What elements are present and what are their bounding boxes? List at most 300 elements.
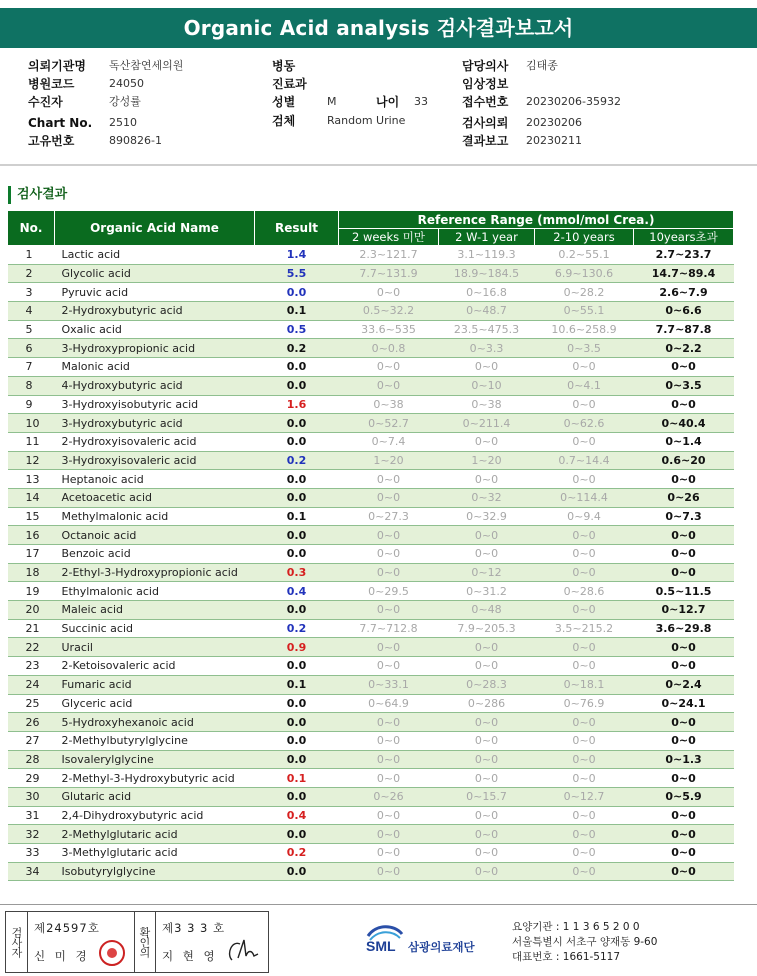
row-acid-name: 5-Hydroxyhexanoic acid	[55, 713, 255, 732]
row-acid-name: Oxalic acid	[55, 320, 255, 339]
care-institution: 요양기관 : 1 1 3 6 5 2 0 0	[512, 921, 640, 933]
row-no: 3	[8, 283, 55, 302]
patient-label: 수진자	[28, 95, 63, 109]
row-acid-name: 2-Hydroxyisovaleric acid	[55, 432, 255, 451]
sex-value: M	[327, 95, 337, 108]
row-no: 8	[8, 376, 55, 395]
row-no: 16	[8, 526, 55, 545]
row-ref-2-10years: 0~55.1	[535, 302, 634, 321]
row-ref-10years: 2.7~23.7	[634, 246, 734, 265]
footer-divider	[0, 904, 757, 905]
row-ref-2weeks: 0~52.7	[339, 414, 439, 433]
row-no: 20	[8, 601, 55, 620]
table-row	[8, 844, 734, 863]
row-acid-name: 2-Methyl-3-Hydroxybutyric acid	[55, 769, 255, 788]
row-ref-2weeks: 7.7~131.9	[339, 264, 439, 283]
patient-value: 강성률	[109, 95, 141, 108]
row-acid-name: 2-Methylbutyrylglycine	[55, 731, 255, 750]
row-no: 22	[8, 638, 55, 657]
row-no: 29	[8, 769, 55, 788]
row-ref-2-10years: 0~28.6	[535, 582, 634, 601]
row-ref-2-10years: 0~0	[535, 713, 634, 732]
row-ref-2weeks: 1~20	[339, 451, 439, 470]
clinical-label: 임상정보	[462, 77, 509, 91]
table-row	[8, 488, 734, 507]
table-row	[8, 731, 734, 750]
row-ref-2-10years: 0~0	[535, 862, 634, 881]
table-row	[8, 769, 734, 788]
row-ref-2weeks: 7.7~712.8	[339, 619, 439, 638]
row-no: 32	[8, 825, 55, 844]
row-result: 0.4	[255, 582, 339, 601]
address: 서울특별시 서초구 양재동 9-60	[512, 936, 658, 948]
row-ref-2-10years: 0~4.1	[535, 376, 634, 395]
examiner-license: 제24597호	[34, 921, 100, 935]
row-ref-2w-1year: 0~10	[439, 376, 535, 395]
row-result: 0.0	[255, 694, 339, 713]
patient-info	[0, 57, 757, 147]
row-ref-2-10years: 0~0	[535, 526, 634, 545]
table-row	[8, 862, 734, 881]
row-ref-2w-1year: 0~0	[439, 825, 535, 844]
row-ref-2w-1year: 0~0	[439, 731, 535, 750]
row-result: 0.0	[255, 376, 339, 395]
row-acid-name: 2,4-Dihydroxybutyric acid	[55, 806, 255, 825]
sml-logo-text: SML	[366, 938, 396, 954]
row-no: 2	[8, 264, 55, 283]
table-row	[8, 376, 734, 395]
row-ref-2w-1year: 0~28.3	[439, 675, 535, 694]
row-no: 19	[8, 582, 55, 601]
table-row	[8, 582, 734, 601]
row-acid-name: 2-Hydroxybutyric acid	[55, 302, 255, 321]
col-header-no: No.	[8, 211, 55, 246]
row-acid-name: Benzoic acid	[55, 545, 255, 564]
row-result: 0.2	[255, 451, 339, 470]
row-ref-2w-1year: 0~0	[439, 358, 535, 377]
table-row	[8, 806, 734, 825]
row-ref-2weeks: 0~0	[339, 358, 439, 377]
row-result: 0.0	[255, 657, 339, 676]
row-ref-2weeks: 0~0	[339, 545, 439, 564]
row-ref-2weeks: 0~0	[339, 470, 439, 489]
ward-label: 병동	[272, 59, 296, 73]
col-header-name: Organic Acid Name	[55, 211, 255, 246]
row-ref-2-10years: 0~0	[535, 432, 634, 451]
row-acid-name: 4-Hydroxybutyric acid	[55, 376, 255, 395]
specimen-label: 검체	[272, 114, 296, 128]
row-result: 0.5	[255, 320, 339, 339]
report-title: Organic Acid analysis 검사결과보고서	[0, 8, 757, 48]
row-ref-10years: 7.7~87.8	[634, 320, 734, 339]
row-no: 27	[8, 731, 55, 750]
row-ref-10years: 0~5.9	[634, 787, 734, 806]
signature-icon	[222, 934, 262, 966]
row-ref-2w-1year: 0~0	[439, 862, 535, 881]
row-result: 0.2	[255, 844, 339, 863]
table-row	[8, 264, 734, 283]
table-row	[8, 713, 734, 732]
row-no: 25	[8, 694, 55, 713]
row-ref-2w-1year: 3.1~119.3	[439, 246, 535, 265]
row-no: 15	[8, 507, 55, 526]
row-result: 0.3	[255, 563, 339, 582]
row-ref-10years: 0~0	[634, 657, 734, 676]
table-row	[8, 619, 734, 638]
row-ref-2-10years: 0~0	[535, 358, 634, 377]
row-no: 33	[8, 844, 55, 863]
row-ref-2w-1year: 23.5~475.3	[439, 320, 535, 339]
table-row	[8, 470, 734, 489]
row-ref-10years: 0~0	[634, 806, 734, 825]
row-ref-2w-1year: 0~0	[439, 806, 535, 825]
row-ref-2weeks: 0~0	[339, 750, 439, 769]
row-ref-2w-1year: 0~211.4	[439, 414, 535, 433]
results-table	[7, 210, 734, 881]
row-result: 0.0	[255, 526, 339, 545]
examiner-label: 검사자	[6, 912, 28, 972]
row-ref-10years: 0~2.2	[634, 339, 734, 358]
institution-label: 의뢰기관명	[28, 59, 86, 73]
row-result: 0.0	[255, 545, 339, 564]
col-header-2weeks: 2 weeks 미만	[339, 229, 439, 246]
col-header-reference: Reference Range (mmol/mol Crea.)	[339, 211, 734, 229]
row-result: 1.4	[255, 246, 339, 265]
confirmer-license: 제3 3 3 호	[162, 921, 226, 935]
sml-logo	[364, 920, 494, 960]
row-ref-2weeks: 0~27.3	[339, 507, 439, 526]
institution-value: 독산참연세의원	[109, 59, 184, 72]
row-ref-2weeks: 0~0	[339, 376, 439, 395]
divider	[0, 164, 757, 166]
row-acid-name: 3-Methylglutaric acid	[55, 844, 255, 863]
table-row	[8, 657, 734, 676]
row-result: 0.0	[255, 601, 339, 620]
row-acid-name: Acetoacetic acid	[55, 488, 255, 507]
row-ref-2w-1year: 18.9~184.5	[439, 264, 535, 283]
row-ref-2w-1year: 0~48.7	[439, 302, 535, 321]
report-label: 결과보고	[462, 134, 509, 148]
table-row	[8, 825, 734, 844]
row-ref-2-10years: 0~18.1	[535, 675, 634, 694]
row-ref-2weeks: 0~0	[339, 731, 439, 750]
row-no: 26	[8, 713, 55, 732]
org-name: 삼광의료재단	[408, 940, 475, 954]
row-ref-2-10years: 0~9.4	[535, 507, 634, 526]
row-ref-2w-1year: 0~0	[439, 769, 535, 788]
row-ref-10years: 0~0	[634, 638, 734, 657]
row-acid-name: Heptanoic acid	[55, 470, 255, 489]
row-ref-2-10years: 0.7~14.4	[535, 451, 634, 470]
row-ref-2w-1year: 0~38	[439, 395, 535, 414]
row-acid-name: Ethylmalonic acid	[55, 582, 255, 601]
row-ref-2-10years: 0~0	[535, 844, 634, 863]
row-ref-2w-1year: 0~0	[439, 713, 535, 732]
request-label: 검사의뢰	[462, 116, 509, 130]
row-ref-2-10years: 0~0	[535, 806, 634, 825]
row-ref-10years: 0~3.5	[634, 376, 734, 395]
row-ref-2w-1year: 0~0	[439, 657, 535, 676]
row-ref-2-10years: 0~0	[535, 601, 634, 620]
row-result: 0.0	[255, 750, 339, 769]
row-result: 0.9	[255, 638, 339, 657]
row-ref-2-10years: 0~76.9	[535, 694, 634, 713]
signature-box	[5, 911, 269, 973]
phone: 대표번호 : 1661-5117	[512, 951, 621, 963]
row-ref-10years: 0~0	[634, 731, 734, 750]
table-row	[8, 694, 734, 713]
row-ref-2weeks: 0~0	[339, 657, 439, 676]
row-result: 0.0	[255, 787, 339, 806]
row-ref-2weeks: 0~0	[339, 638, 439, 657]
org-address	[512, 920, 657, 965]
row-ref-2w-1year: 0~0	[439, 470, 535, 489]
row-result: 0.0	[255, 713, 339, 732]
row-ref-10years: 0.6~20	[634, 451, 734, 470]
row-ref-10years: 0~0	[634, 713, 734, 732]
row-ref-2w-1year: 0~31.2	[439, 582, 535, 601]
table-row	[8, 339, 734, 358]
row-ref-10years: 0~0	[634, 470, 734, 489]
row-ref-2w-1year: 0~0	[439, 432, 535, 451]
row-ref-2weeks: 0~0	[339, 806, 439, 825]
row-acid-name: Octanoic acid	[55, 526, 255, 545]
receipt-value: 20230206-35932	[526, 95, 621, 108]
table-row	[8, 302, 734, 321]
table-row	[8, 507, 734, 526]
row-ref-10years: 14.7~89.4	[634, 264, 734, 283]
col-header-result: Result	[255, 211, 339, 246]
row-ref-10years: 0~2.4	[634, 675, 734, 694]
row-ref-2-10years: 0~28.2	[535, 283, 634, 302]
row-ref-10years: 0~12.7	[634, 601, 734, 620]
row-ref-10years: 0~0	[634, 395, 734, 414]
row-ref-2weeks: 2.3~121.7	[339, 246, 439, 265]
row-ref-10years: 0~26	[634, 488, 734, 507]
row-ref-10years: 0~40.4	[634, 414, 734, 433]
row-acid-name: 3-Hydroxyisovaleric acid	[55, 451, 255, 470]
col-header-10years: 10years초과	[634, 229, 734, 246]
row-acid-name: Isobutyrylglycine	[55, 862, 255, 881]
row-acid-name: 2-Methylglutaric acid	[55, 825, 255, 844]
row-ref-2w-1year: 7.9~205.3	[439, 619, 535, 638]
row-ref-2w-1year: 0~32.9	[439, 507, 535, 526]
row-ref-2weeks: 0~0	[339, 563, 439, 582]
row-ref-2weeks: 0~29.5	[339, 582, 439, 601]
row-ref-10years: 0~7.3	[634, 507, 734, 526]
row-no: 10	[8, 414, 55, 433]
row-ref-2-10years: 0~0	[535, 545, 634, 564]
hospital-code-label: 병원코드	[28, 77, 75, 91]
unique-id-label: 고유번호	[28, 134, 75, 148]
row-result: 0.1	[255, 675, 339, 694]
row-result: 0.1	[255, 507, 339, 526]
row-result: 0.0	[255, 731, 339, 750]
row-ref-10years: 3.6~29.8	[634, 619, 734, 638]
row-ref-10years: 0~0	[634, 862, 734, 881]
table-row	[8, 601, 734, 620]
row-ref-10years: 0~0	[634, 769, 734, 788]
row-ref-10years: 0~0	[634, 545, 734, 564]
dept-label: 진료과	[272, 77, 307, 91]
row-acid-name: 3-Hydroxypropionic acid	[55, 339, 255, 358]
row-acid-name: 3-Hydroxybutyric acid	[55, 414, 255, 433]
row-ref-2-10years: 0~0	[535, 731, 634, 750]
row-ref-10years: 0~1.4	[634, 432, 734, 451]
row-ref-2-10years: 0~12.7	[535, 787, 634, 806]
row-ref-10years: 0~0	[634, 358, 734, 377]
row-acid-name: Glyceric acid	[55, 694, 255, 713]
row-ref-2w-1year: 0~286	[439, 694, 535, 713]
row-no: 4	[8, 302, 55, 321]
row-no: 21	[8, 619, 55, 638]
row-no: 1	[8, 246, 55, 265]
row-no: 14	[8, 488, 55, 507]
row-no: 7	[8, 358, 55, 377]
table-row	[8, 414, 734, 433]
chart-label: Chart No.	[28, 116, 93, 130]
table-row	[8, 526, 734, 545]
col-header-2-10years: 2-10 years	[535, 229, 634, 246]
chart-value: 2510	[109, 116, 137, 129]
row-ref-2w-1year: 0~15.7	[439, 787, 535, 806]
row-ref-2-10years: 0~0	[535, 638, 634, 657]
row-ref-2-10years: 0~0	[535, 470, 634, 489]
row-acid-name: Isovalerylglycine	[55, 750, 255, 769]
row-ref-2w-1year: 0~0	[439, 750, 535, 769]
unique-id-value: 890826-1	[109, 134, 162, 147]
row-acid-name: Succinic acid	[55, 619, 255, 638]
table-row	[8, 638, 734, 657]
row-no: 11	[8, 432, 55, 451]
row-result: 0.0	[255, 358, 339, 377]
row-ref-2weeks: 0~0	[339, 825, 439, 844]
row-acid-name: Uracil	[55, 638, 255, 657]
seal-stamp-icon	[99, 940, 125, 966]
row-no: 9	[8, 395, 55, 414]
row-no: 23	[8, 657, 55, 676]
table-row	[8, 451, 734, 470]
row-acid-name: Malonic acid	[55, 358, 255, 377]
row-result: 0.0	[255, 825, 339, 844]
table-row	[8, 358, 734, 377]
row-no: 12	[8, 451, 55, 470]
row-ref-2-10years: 0~0	[535, 657, 634, 676]
row-acid-name: Methylmalonic acid	[55, 507, 255, 526]
row-no: 5	[8, 320, 55, 339]
row-ref-2-10years: 0~3.5	[535, 339, 634, 358]
row-ref-2weeks: 0~26	[339, 787, 439, 806]
receipt-label: 접수번호	[462, 95, 509, 109]
table-row	[8, 750, 734, 769]
row-no: 17	[8, 545, 55, 564]
doctor-value: 김태종	[526, 59, 558, 72]
section-title: 검사결과	[8, 186, 67, 204]
row-result: 0.0	[255, 488, 339, 507]
row-ref-2weeks: 0~7.4	[339, 432, 439, 451]
row-ref-2w-1year: 0~3.3	[439, 339, 535, 358]
row-acid-name: Lactic acid	[55, 246, 255, 265]
col-header-2w-1year: 2 W-1 year	[439, 229, 535, 246]
row-ref-2-10years: 0~62.6	[535, 414, 634, 433]
row-ref-2weeks: 0~0	[339, 844, 439, 863]
row-ref-2weeks: 0~33.1	[339, 675, 439, 694]
row-acid-name: 2-Ketoisovaleric acid	[55, 657, 255, 676]
row-result: 0.0	[255, 432, 339, 451]
row-no: 18	[8, 563, 55, 582]
row-result: 0.0	[255, 283, 339, 302]
age-value: 33	[414, 95, 428, 108]
row-ref-2-10years: 6.9~130.6	[535, 264, 634, 283]
request-value: 20230206	[526, 116, 582, 129]
table-row	[8, 283, 734, 302]
row-result: 0.0	[255, 470, 339, 489]
doctor-label: 담당의사	[462, 59, 509, 73]
table-row	[8, 320, 734, 339]
row-ref-2weeks: 0~0.8	[339, 339, 439, 358]
row-result: 0.2	[255, 619, 339, 638]
row-acid-name: Glycolic acid	[55, 264, 255, 283]
row-ref-10years: 2.6~7.9	[634, 283, 734, 302]
row-ref-2-10years: 0~0	[535, 750, 634, 769]
row-ref-10years: 0~0	[634, 526, 734, 545]
row-result: 0.2	[255, 339, 339, 358]
table-row	[8, 545, 734, 564]
row-ref-2weeks: 0~0	[339, 601, 439, 620]
row-ref-10years: 0~24.1	[634, 694, 734, 713]
row-ref-2w-1year: 0~32	[439, 488, 535, 507]
row-result: 0.1	[255, 769, 339, 788]
row-ref-2-10years: 0~0	[535, 395, 634, 414]
table-row	[8, 246, 734, 265]
row-acid-name: Fumaric acid	[55, 675, 255, 694]
table-row	[8, 395, 734, 414]
row-ref-10years: 0~1.3	[634, 750, 734, 769]
examiner-name: 신 미 경	[34, 949, 90, 963]
row-no: 13	[8, 470, 55, 489]
row-ref-2-10years: 3.5~215.2	[535, 619, 634, 638]
row-no: 34	[8, 862, 55, 881]
row-no: 31	[8, 806, 55, 825]
row-ref-10years: 0~6.6	[634, 302, 734, 321]
row-acid-name: 3-Hydroxyisobutyric acid	[55, 395, 255, 414]
table-row	[8, 675, 734, 694]
row-acid-name: Pyruvic acid	[55, 283, 255, 302]
row-ref-10years: 0~0	[634, 825, 734, 844]
row-acid-name: Maleic acid	[55, 601, 255, 620]
row-ref-2weeks: 0.5~32.2	[339, 302, 439, 321]
row-ref-2w-1year: 0~0	[439, 545, 535, 564]
row-ref-2weeks: 33.6~535	[339, 320, 439, 339]
row-ref-2weeks: 0~0	[339, 526, 439, 545]
row-ref-2w-1year: 0~0	[439, 844, 535, 863]
row-result: 0.1	[255, 302, 339, 321]
row-ref-10years: 0.5~11.5	[634, 582, 734, 601]
row-acid-name: 2-Ethyl-3-Hydroxypropionic acid	[55, 563, 255, 582]
table-row	[8, 563, 734, 582]
table-row	[8, 787, 734, 806]
row-result: 1.6	[255, 395, 339, 414]
row-ref-2-10years: 0~0	[535, 769, 634, 788]
hospital-code-value: 24050	[109, 77, 144, 90]
specimen-value: Random Urine	[327, 114, 406, 127]
row-ref-2weeks: 0~0	[339, 283, 439, 302]
row-result: 0.0	[255, 414, 339, 433]
row-result: 0.0	[255, 862, 339, 881]
row-no: 30	[8, 787, 55, 806]
row-ref-2weeks: 0~0	[339, 488, 439, 507]
row-ref-2weeks: 0~0	[339, 769, 439, 788]
